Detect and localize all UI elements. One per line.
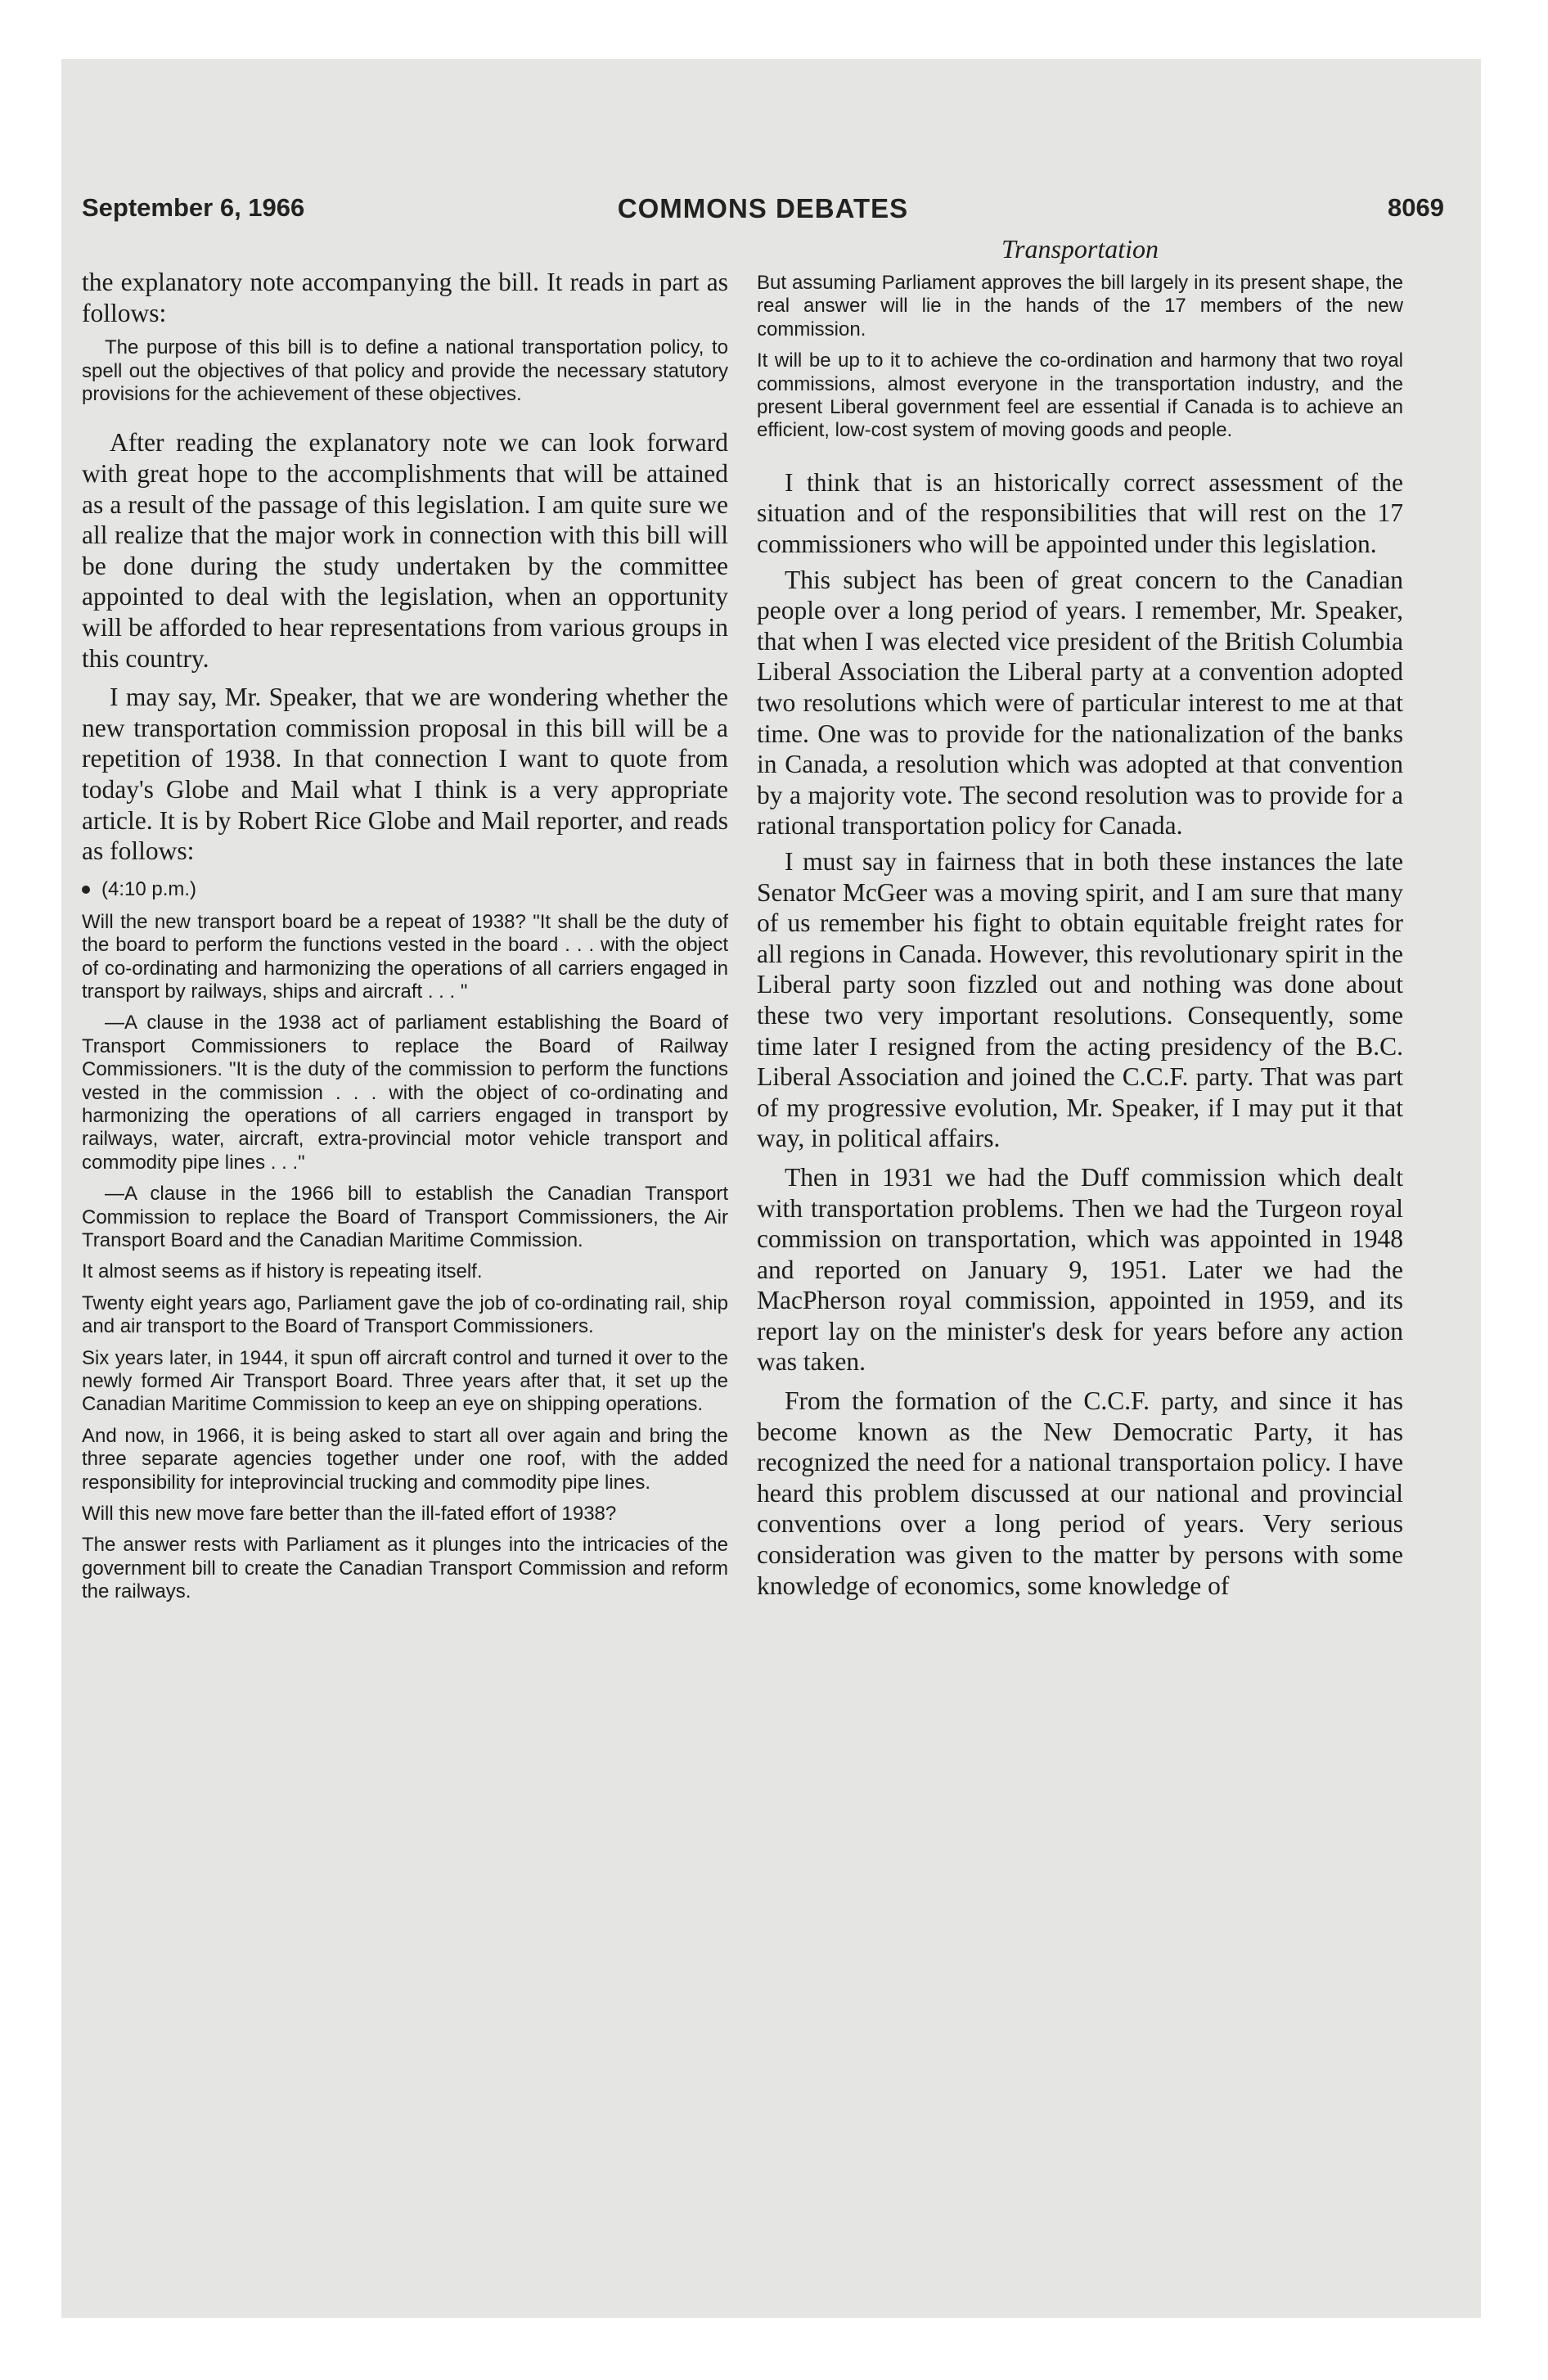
paragraph: I may say, Mr. Speaker, that we are wondering whether the new transportation commission proposal in this bill will be a repetition of 1938. In that connection I want to quote from today's Globe and Mail what I think is a very appropriate article. It is by Robert Rice Globe and Mail reporter, and reads as follows: (82, 683, 728, 866)
right-column (757, 234, 1403, 1606)
paragraph: Then in 1931 we had the Duff commission which dealt with transportation problems. Then we had the Turgeon royal commission on transportation, which was appointed in 1948 and reported on January 9, 1951. Later we had the MacPherson royal commission, appointed in 1959, and its report lay on the minister's desk for years before any action was taken. (757, 1162, 1403, 1377)
paragraph: After reading the explanatory note we can look forward with great hope to the accomplishments that will be attained as a result of the passage of this legislation. I am quite sure we all realize that the major work in connection with this bill will be done during the study undertaken by the committee appointed to deal with the legislation, when an opportunity will be afforded to hear representations from various groups in this country. (82, 428, 728, 673)
left-column (82, 267, 728, 1612)
quoted-paragraph: It will be up to it to achieve the co-ordination and harmony that two royal commissions, almost everyone in the transportation industry, and the present Liberal government feel are essential if Canada is to achieve an efficient, low-cost system of moving goods and people. (757, 349, 1403, 442)
quoted-paragraph: But assuming Parliament approves the bill largely in its present shape, the real answer will lie in the hands of the 17 members of the new commission. (757, 272, 1403, 340)
header-title: COMMONS DEBATES (617, 193, 909, 223)
quoted-paragraph: The answer rests with Parliament as it plunges into the intricacies of the government bill to create the Canadian Transport Commission and reform the railways. (82, 1534, 728, 1603)
quoted-paragraph: Twenty eight years ago, Parliament gave the job of co-ordinating rail, ship and air transport to the Board of Transport Commissioners. (82, 1291, 728, 1338)
quoted-paragraph: The purpose of this bill is to define a national transportation policy, to spell out the objectives of that policy and provide the necessary statutory provisions for the achievement of these objectives. (82, 336, 728, 405)
timestamp (82, 878, 728, 901)
quoted-paragraph: —A clause in the 1938 act of parliament establishing the Board of Transport Commissioners to replace the Board of Railway Commissioners. "It is the duty of the commission to perform the functions vested in the commission . . . with the object of co-ordinating and harmonizing the operations of all carriers engaged in transport by railways, water, aircraft, extra-provincial motor vehicle transport and commodity pipe lines . . ." (82, 1012, 728, 1174)
header-date: September 6, 1966 (82, 193, 305, 222)
quoted-paragraph: It almost seems as if history is repeating itself. (82, 1260, 483, 1283)
timestamp-text: (4:10 p.m.) (101, 877, 197, 900)
quoted-paragraph: —A clause in the 1966 bill to establish the Canadian Transport Commission to replace the Board of Transport Commissioners, the Air Transport Board and the Canadian Maritime Commission. (82, 1183, 728, 1251)
quoted-paragraph: Six years later, in 1944, it spun off aircraft control and turned it over to the newly formed Air Transport Board. Three years after that, it set up the Canadian Maritime Commission to keep an eye on shipping operations. (82, 1346, 728, 1416)
paragraph: I must say in fairness that in both these instances the late Senator McGeer was a moving spirit, and I am sure that many of us remember his fight to obtain equitable freight rates for all regions in Canada. However, this revolutionary spirit in the Liberal party soon fizzled out and nothing was done about these two very important resolutions. Consequently, some time later I resigned from the acting presidency of the B.C. Liberal Association and joined the C.C.F. party. That was part of my progressive evolution, Mr. Speaker, if I may put it that way, in political affairs. (757, 846, 1403, 1153)
quoted-paragraph: Will this new move fare better than the ill-fated effort of 1938? (82, 1503, 617, 1526)
section-title: Transportation (1001, 234, 1159, 264)
paragraph: the explanatory note accompanying the bill. It reads in part as follows: (82, 268, 728, 327)
page-header (82, 193, 1444, 234)
paragraph: From the formation of the C.C.F. party, and since it has become known as the New Democratic Party, it has recognized the need for a national transportaion policy. I have heard this problem discussed at our national and provincial conventions over a long period of years. Very serious consideration was given to the matter by persons with some knowledge of economics, some knowledge of (757, 1386, 1403, 1600)
paragraph: This subject has been of great concern to the Canadian people over a long period of years. I remember, Mr. Speaker, that when I was elected vice president of the British Columbia Liberal Association the Liberal party at a convention adopted two resolutions which were of particular interest to me at that time. One was to provide for the nationalization of the banks in Canada, a resolution which was adopted at that convention by a majority vote. The second resolution was to provide for a rational transportation policy for Canada. (757, 565, 1403, 841)
header-page-number: 8069 (1388, 193, 1444, 222)
paragraph: I think that is an historically correct assessment of the situation and of the responsibilities that will rest on the 17 commissioners who will be appointed under this legislation. (757, 467, 1403, 559)
bullet-icon (82, 886, 90, 894)
quoted-paragraph: Will the new transport board be a repeat of 1938? "It shall be the duty of the board to perform the functions vested in the board . . . with the object of co-ordinating and harmonizing the operations of all carriers engaged in transport by railways, ships and aircraft . . . " (82, 910, 728, 1003)
quoted-paragraph: And now, in 1966, it is being asked to start all over again and bring the three separate agencies together under one roof, with the added responsibility for inteprovincial trucking and commodity pipe lines. (82, 1424, 728, 1494)
